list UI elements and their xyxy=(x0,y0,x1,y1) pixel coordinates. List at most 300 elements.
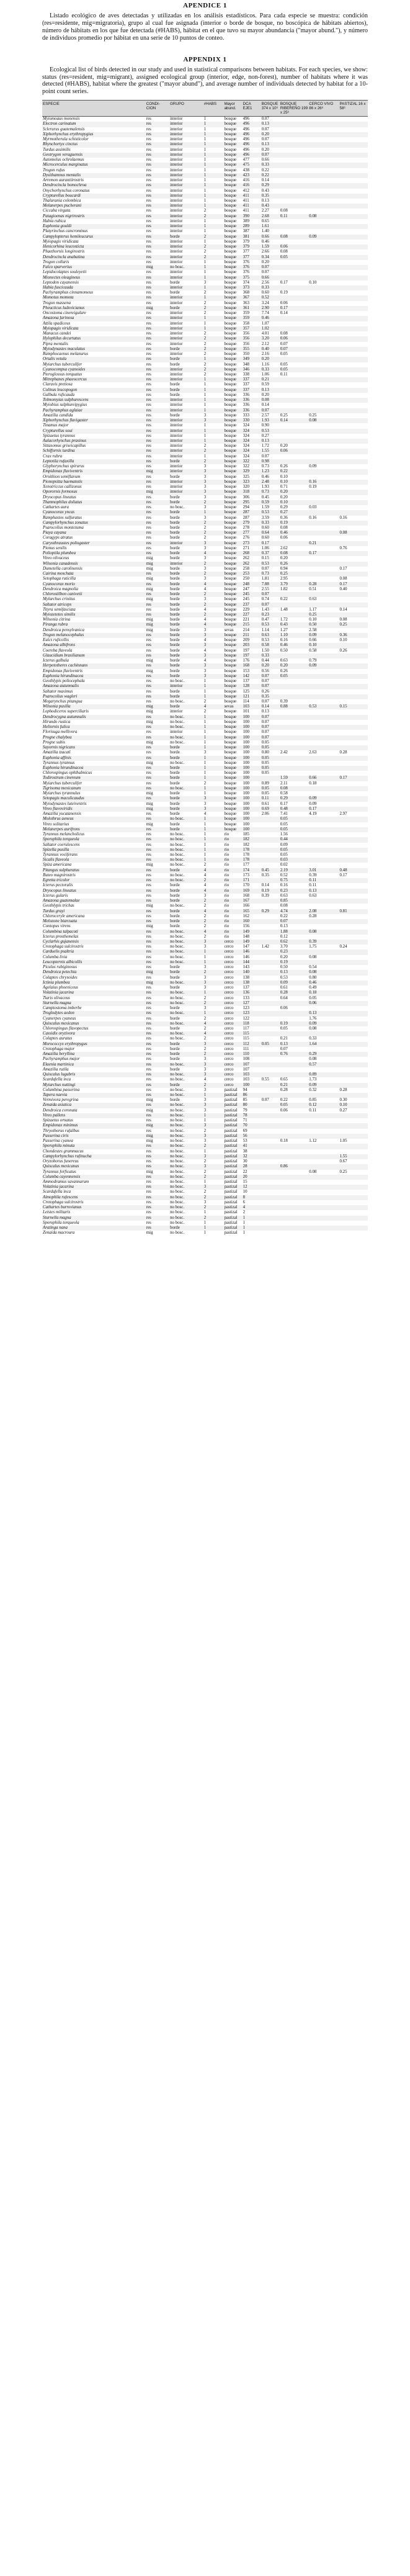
cell-forest: 0.13 xyxy=(261,439,280,444)
cell-group: borde xyxy=(169,551,203,556)
cell-pasture xyxy=(339,449,368,454)
cell-live-fence xyxy=(308,388,339,393)
table-row xyxy=(42,1016,368,1021)
cell-dca-axis1: 203 xyxy=(243,643,261,648)
cell-species: Passerina ciris xyxy=(42,1134,146,1139)
cell-forest: 0.13 xyxy=(261,142,280,147)
cell-group: borde xyxy=(169,459,203,464)
cell-status: res xyxy=(146,276,169,280)
cell-status: res xyxy=(146,674,169,679)
cell-max-abundance: bosque xyxy=(224,679,237,684)
cell-dca-axis1: 373 xyxy=(243,285,261,290)
cell-forest xyxy=(261,990,280,995)
cell-forest: 0.65 xyxy=(261,218,269,223)
cell-riparian-forest xyxy=(280,1129,308,1134)
cell-forest xyxy=(261,940,280,945)
cell-species: Pachyramphus aglaiae xyxy=(42,408,146,413)
cell-habs: 1 xyxy=(203,218,207,223)
cell-live-fence xyxy=(308,603,339,608)
cell-forest xyxy=(261,1052,280,1057)
cell-pasture xyxy=(339,684,368,689)
cell-status: res xyxy=(146,188,151,193)
cell-live-fence xyxy=(308,290,339,295)
cell-group: no bosc. xyxy=(170,863,185,868)
cell-pasture xyxy=(339,919,368,924)
table-row xyxy=(42,403,368,408)
cell-max-abundance: bosque xyxy=(224,239,237,244)
cell-forest: 0.27 xyxy=(261,433,269,438)
cell-habs: 3 xyxy=(203,413,207,418)
cell-riparian-forest xyxy=(280,1205,308,1210)
cell-pasture: 0.28 xyxy=(339,1087,347,1092)
cell-habs: 1 xyxy=(203,1093,224,1098)
cell-forest: 1.16 xyxy=(261,362,269,367)
cell-habs: 3 xyxy=(203,474,207,479)
table-row xyxy=(42,536,368,541)
cell-group: borde xyxy=(169,531,203,536)
cell-riparian-forest xyxy=(280,408,308,413)
cell-group: interior xyxy=(169,336,203,341)
cell-pasture xyxy=(339,766,368,771)
appendix-1-spanish-title: APENDICE 1 xyxy=(183,2,227,9)
cell-forest: 0.14 xyxy=(261,403,269,408)
cell-pasture xyxy=(339,1072,368,1077)
table-row xyxy=(42,122,368,127)
cell-riparian-forest xyxy=(280,1190,308,1195)
cell-max-abundance: bosque xyxy=(224,449,243,454)
table-row xyxy=(42,1113,368,1118)
cell-species: Amazilia yucatanensis xyxy=(43,812,81,817)
cell-max-abundance: cerco xyxy=(224,1016,234,1021)
cell-group: borde xyxy=(170,617,180,622)
table-row xyxy=(42,1042,368,1047)
table-row xyxy=(42,280,368,285)
cell-forest: 0.05 xyxy=(261,740,269,745)
cell-max-abundance: cerco xyxy=(224,1011,243,1016)
cell-habs: 1 xyxy=(203,719,207,724)
cell-riparian-forest: 0.65 xyxy=(280,1077,288,1082)
cell-riparian-forest: 0.22 xyxy=(280,913,288,918)
cell-pasture xyxy=(339,541,368,546)
cell-live-fence: 0.50 xyxy=(308,622,339,627)
cell-group: no bosc. xyxy=(169,1093,203,1098)
cell-live-fence: 0.08 xyxy=(308,418,339,423)
cell-live-fence xyxy=(308,756,339,761)
cell-group: no bosc. xyxy=(169,1164,203,1169)
cell-species: Morococcyx erythropygus xyxy=(42,1042,146,1047)
cell-habs: 1 xyxy=(203,194,224,199)
cell-pasture xyxy=(339,500,368,505)
cell-forest: 0.61 xyxy=(261,801,269,806)
cell-pasture xyxy=(339,822,368,827)
cell-habs: 2 xyxy=(203,336,224,341)
cell-group: no bosc. xyxy=(170,842,185,847)
cell-status: res xyxy=(146,689,151,694)
cell-pasture xyxy=(339,122,368,127)
cell-group: no bosc. xyxy=(169,1001,203,1006)
cell-habs: 1 xyxy=(203,740,207,745)
cell-max-abundance: bosque xyxy=(224,485,237,490)
cell-live-fence xyxy=(308,199,339,204)
cell-live-fence xyxy=(308,454,339,459)
cell-live-fence xyxy=(308,403,339,408)
cell-group: no bosc. xyxy=(170,1200,185,1205)
table-row xyxy=(42,1134,368,1139)
cell-status: res xyxy=(146,1006,151,1011)
cell-species: Contopus virens xyxy=(43,924,71,929)
cell-live-fence: 0.08 xyxy=(309,1169,317,1174)
cell-pasture xyxy=(339,1036,368,1041)
table-row xyxy=(42,270,368,275)
cell-riparian-forest xyxy=(280,1231,308,1236)
cell-status: res xyxy=(146,474,151,479)
cell-dca-axis1: 100 xyxy=(243,719,249,724)
cell-live-fence xyxy=(308,132,339,137)
table-row xyxy=(42,1190,368,1195)
cell-species: Ramphocaenus melanurus xyxy=(43,352,88,357)
table-row xyxy=(42,423,368,428)
cell-dca-axis1: 100 xyxy=(243,715,261,720)
cell-dca-axis1: 245 xyxy=(243,592,261,597)
cell-group: interior xyxy=(169,122,203,127)
cell-pasture xyxy=(339,219,368,224)
cell-max-abundance: bosque xyxy=(224,663,243,668)
cell-group: interior xyxy=(170,730,183,735)
cell-forest xyxy=(261,935,280,940)
cell-status: res xyxy=(146,423,151,428)
cell-live-fence: 0.08 xyxy=(309,1057,317,1062)
table-row xyxy=(42,178,368,183)
cell-forest xyxy=(261,1134,280,1139)
cell-habs: 3 xyxy=(203,674,224,679)
cell-status: res xyxy=(146,572,169,577)
cell-forest xyxy=(261,1072,280,1077)
cell-status: mig xyxy=(146,469,169,474)
cell-max-abundance: bosque xyxy=(224,607,237,612)
cell-forest xyxy=(261,1185,280,1190)
cell-habs: 2 xyxy=(203,367,224,372)
cell-habs: 2 xyxy=(203,592,224,597)
cell-habs: 2 xyxy=(203,919,224,924)
cell-species: Herpetotheres cachinnans xyxy=(42,663,146,668)
cell-group: no bosc. xyxy=(170,853,185,857)
cell-species: Amazona guatemalae xyxy=(42,899,146,904)
cell-status: mig xyxy=(146,658,153,663)
cell-pasture xyxy=(339,347,368,352)
table-row xyxy=(42,153,368,158)
cell-forest: 0.20 xyxy=(261,357,280,362)
cell-pasture xyxy=(339,408,368,413)
cell-habs: 2 xyxy=(203,1175,224,1180)
table-row xyxy=(42,603,368,608)
cell-riparian-forest: 1.72 xyxy=(280,617,288,622)
cell-status: res xyxy=(146,1052,169,1057)
cell-species: Momotus momota xyxy=(42,295,146,300)
cell-pasture xyxy=(339,1221,368,1226)
table-row xyxy=(42,562,368,567)
table-row xyxy=(42,582,368,587)
cell-habs: 1 xyxy=(203,122,224,127)
cell-live-fence xyxy=(308,423,339,428)
cell-group: borde xyxy=(170,362,180,367)
cell-riparian-forest: 0.10 xyxy=(280,480,308,485)
cell-dca-axis1: 71 xyxy=(243,1118,247,1123)
cell-riparian-forest: 0.62 xyxy=(280,940,308,945)
cell-max-abundance: rio xyxy=(224,868,243,873)
table-row xyxy=(42,863,368,868)
cell-species: Cyclarhis gujanensis xyxy=(42,940,146,945)
cell-status: mig xyxy=(146,627,153,632)
cell-species: Pteroglossus torquatus xyxy=(43,372,82,377)
cell-forest: 2.48 xyxy=(261,480,280,485)
cell-riparian-forest xyxy=(280,1170,308,1175)
cell-forest: 0.07 xyxy=(261,730,269,735)
table-row xyxy=(42,699,368,704)
cell-max-abundance: bosque xyxy=(224,756,243,761)
cell-forest xyxy=(261,1129,280,1134)
cell-max-abundance: bosque xyxy=(224,188,237,193)
cell-forest: 0.47 xyxy=(261,617,269,622)
cell-status: res xyxy=(146,326,169,331)
cell-riparian-forest: 0.08 xyxy=(280,904,288,909)
cell-forest: 2.12 xyxy=(261,341,269,346)
cell-status: res xyxy=(146,229,151,234)
cell-habs: 2 xyxy=(203,249,207,254)
cell-live-fence: 0.08 xyxy=(308,214,339,219)
cell-status: mig xyxy=(146,740,153,745)
cell-pasture xyxy=(339,459,368,464)
appendix-1-spanish-text: Listado ecológico de aves detectadas y utilizadas en los análisis estadísticos. Para cada especie se muestra: condición (res=residente, mig=migratoria), grupo al cual fue asignada (interior o borde de bosque, no boscópica de hábitats abiertos), número de hábitats en los que fue detectada (#HABS), hábitat en el que tuvo su mayor abundancia ("mayor abund."), y número de individuos promedio por hábitat en una serie de 10 puntos de conteo. xyxy=(42,12,368,42)
cell-max-abundance: cerco xyxy=(224,1046,234,1051)
cell-dca-axis1: 100 xyxy=(243,730,249,735)
cell-live-fence: 0.63 xyxy=(309,893,317,898)
cell-live-fence xyxy=(308,572,339,577)
cell-habs: 1 xyxy=(203,694,224,699)
cell-live-fence xyxy=(308,817,339,822)
cell-max-abundance: bosque xyxy=(224,285,243,290)
cell-group: borde xyxy=(169,633,203,638)
cell-species: Amazona autumnalis xyxy=(42,684,146,689)
table-row xyxy=(42,970,368,975)
cell-status: mig xyxy=(146,562,169,567)
cell-pasture xyxy=(339,510,368,515)
cell-live-fence xyxy=(308,1006,339,1011)
cell-pasture xyxy=(339,132,368,137)
cell-status: res xyxy=(146,848,169,853)
cell-riparian-forest xyxy=(280,158,308,163)
cell-forest: 1.59 xyxy=(261,245,280,249)
cell-max-abundance: bosque xyxy=(224,270,237,275)
cell-habs: 3 xyxy=(203,796,224,801)
cell-habs: 2 xyxy=(203,1144,224,1149)
cell-riparian-forest xyxy=(280,377,308,382)
cell-species: Ciccaba virgata xyxy=(43,209,71,213)
cell-species: Chlorospingus flavopectus xyxy=(43,1026,89,1031)
cell-max-abundance: bosque xyxy=(224,735,243,740)
cell-dca-axis1: 324 xyxy=(243,444,249,449)
cell-forest xyxy=(261,1139,280,1144)
cell-forest: 0.05 xyxy=(261,756,280,761)
cell-habs: 1 xyxy=(203,423,207,428)
cell-riparian-forest: 0.26 xyxy=(280,668,288,673)
cell-forest xyxy=(261,1001,280,1006)
cell-dca-axis1: 475 xyxy=(243,163,261,168)
cell-riparian-forest xyxy=(280,398,308,403)
cell-dca-axis1: 496 xyxy=(243,137,249,142)
table-row xyxy=(42,827,368,832)
cell-group: borde xyxy=(170,536,180,541)
cell-max-abundance: pastizal xyxy=(224,1103,243,1108)
cell-habs: 2 xyxy=(203,709,207,714)
cell-group: no bosc. xyxy=(170,904,185,909)
cell-status: res xyxy=(146,771,151,776)
cell-species: Saltator coerulescens xyxy=(43,842,80,847)
cell-status: res xyxy=(146,1067,151,1072)
cell-forest: 0.53 xyxy=(261,622,280,627)
cell-group: no bosc. xyxy=(170,945,185,949)
cell-group: no bosc. xyxy=(169,981,203,985)
cell-pasture xyxy=(339,490,368,495)
cell-riparian-forest: 0.06 xyxy=(280,336,308,341)
cell-status: res xyxy=(146,1072,169,1077)
cell-max-abundance: cerco xyxy=(224,1057,234,1062)
table-row xyxy=(42,449,368,454)
cell-pasture xyxy=(339,889,368,894)
table-row xyxy=(42,495,368,500)
cell-forest: 1.50 xyxy=(261,648,269,653)
cell-forest: 1.02 xyxy=(261,326,280,331)
table-row xyxy=(42,434,368,439)
cell-pasture xyxy=(339,791,368,796)
cell-dca-axis1: 496 xyxy=(243,147,249,152)
cell-pasture: 0.40 xyxy=(339,586,347,591)
cell-habs: 2 xyxy=(203,1195,224,1200)
cell-pasture xyxy=(339,214,368,219)
cell-status: res xyxy=(146,372,151,377)
cell-riparian-forest: 0.07 xyxy=(280,341,288,346)
cell-pasture xyxy=(339,756,368,761)
cell-riparian-forest xyxy=(280,756,308,761)
cell-dca-axis1: 423 xyxy=(243,173,261,178)
cell-status: res xyxy=(146,382,151,387)
cell-max-abundance: bosque xyxy=(224,572,243,577)
cell-riparian-forest: 0.61 xyxy=(280,985,288,990)
table-row xyxy=(42,265,368,270)
cell-status: res xyxy=(146,1210,151,1215)
cell-species: Xenotriccus callizonus xyxy=(43,485,82,490)
cell-max-abundance: bosque xyxy=(224,259,237,264)
cell-live-fence: 0.12 xyxy=(308,1103,339,1108)
cell-status: res xyxy=(146,117,151,122)
cell-pasture xyxy=(339,342,368,347)
cell-dca-axis1: 324 xyxy=(243,454,249,459)
cell-group: interior xyxy=(170,127,183,132)
cell-riparian-forest xyxy=(280,1062,308,1067)
cell-group: borde xyxy=(169,357,203,362)
cell-dca-axis1: 166 xyxy=(243,904,249,909)
cell-status: res xyxy=(146,1046,151,1051)
cell-forest: 0.69 xyxy=(261,807,280,812)
cell-habs: 1 xyxy=(203,725,224,730)
cell-species: Myrmotherula schisticolor xyxy=(43,137,89,142)
cell-riparian-forest: 0.23 xyxy=(280,889,308,894)
cell-live-fence xyxy=(308,204,339,209)
cell-forest xyxy=(261,1221,280,1226)
cell-status: res xyxy=(146,173,169,178)
cell-live-fence xyxy=(308,1185,339,1190)
cell-forest xyxy=(261,1190,280,1195)
cell-species: Colaptes auratus xyxy=(43,1036,73,1041)
cell-pasture: 1.55 xyxy=(339,1154,368,1159)
cell-riparian-forest xyxy=(280,429,308,434)
cell-species: Carduelis psaltria xyxy=(42,949,146,954)
cell-habs: 1 xyxy=(203,735,224,740)
cell-riparian-forest: 0.05 xyxy=(280,367,308,372)
cell-group: no bosc. xyxy=(170,954,185,959)
cell-species: Cyanocorax morio xyxy=(42,582,146,587)
cell-forest xyxy=(261,1006,280,1011)
cell-riparian-forest xyxy=(280,1159,308,1164)
cell-riparian-forest: 0.22 xyxy=(280,469,308,474)
cell-live-fence xyxy=(308,194,339,199)
cell-max-abundance: bosque xyxy=(224,341,237,346)
cell-riparian-forest: 1.10 xyxy=(280,633,308,638)
cell-species: Lepidocolaptes souleyetii xyxy=(43,270,87,275)
cell-status: res xyxy=(146,750,151,755)
cell-species: Thalurania colombica xyxy=(43,199,81,203)
cell-dca-axis1: 355 xyxy=(243,347,261,352)
header-habs: #HABS xyxy=(203,101,224,117)
cell-dca-axis1: 411 xyxy=(243,199,249,203)
table-row xyxy=(42,761,368,766)
cell-status: res xyxy=(146,245,169,249)
cell-dca-axis1: 138 xyxy=(243,975,249,980)
table-row xyxy=(42,194,368,199)
cell-habs: 3 xyxy=(203,750,207,755)
cell-group: no bosc. xyxy=(170,679,185,684)
cell-species: Dendrocincla homochroa xyxy=(42,183,146,188)
cell-habs: 1 xyxy=(203,842,207,847)
cell-max-abundance: bosque xyxy=(224,290,237,295)
cell-species: Cyanerpes cyaneus xyxy=(43,1016,76,1021)
cell-group: interior xyxy=(170,137,183,142)
cell-live-fence xyxy=(308,562,339,567)
cell-group: interior xyxy=(169,204,203,209)
cell-pasture xyxy=(339,352,368,357)
cell-riparian-forest: 0.43 xyxy=(280,622,308,627)
cell-max-abundance: cerco xyxy=(224,949,243,954)
cell-max-abundance: cerco xyxy=(224,1006,234,1011)
cell-status: res xyxy=(146,1205,169,1210)
cell-max-abundance: pastizal xyxy=(224,1154,243,1159)
cell-forest: 0.07 xyxy=(261,715,280,720)
cell-habs: 3 xyxy=(203,668,207,673)
cell-dca-axis1: 178 xyxy=(243,853,249,857)
cell-pasture xyxy=(339,863,368,868)
table-row xyxy=(42,260,368,265)
cell-status: mig xyxy=(146,597,153,602)
cell-status: res xyxy=(146,259,151,264)
cell-habs: 2 xyxy=(203,878,224,883)
cell-species: Agelaius phoeniceus xyxy=(43,985,78,990)
cell-group: no bosc. xyxy=(169,265,203,270)
cell-habs: 2 xyxy=(203,521,224,526)
cell-riparian-forest xyxy=(280,439,308,444)
cell-pasture xyxy=(339,720,368,725)
cell-status: mig xyxy=(146,791,153,796)
cell-group: no bosc. xyxy=(169,1154,203,1159)
table-row xyxy=(42,1098,368,1103)
